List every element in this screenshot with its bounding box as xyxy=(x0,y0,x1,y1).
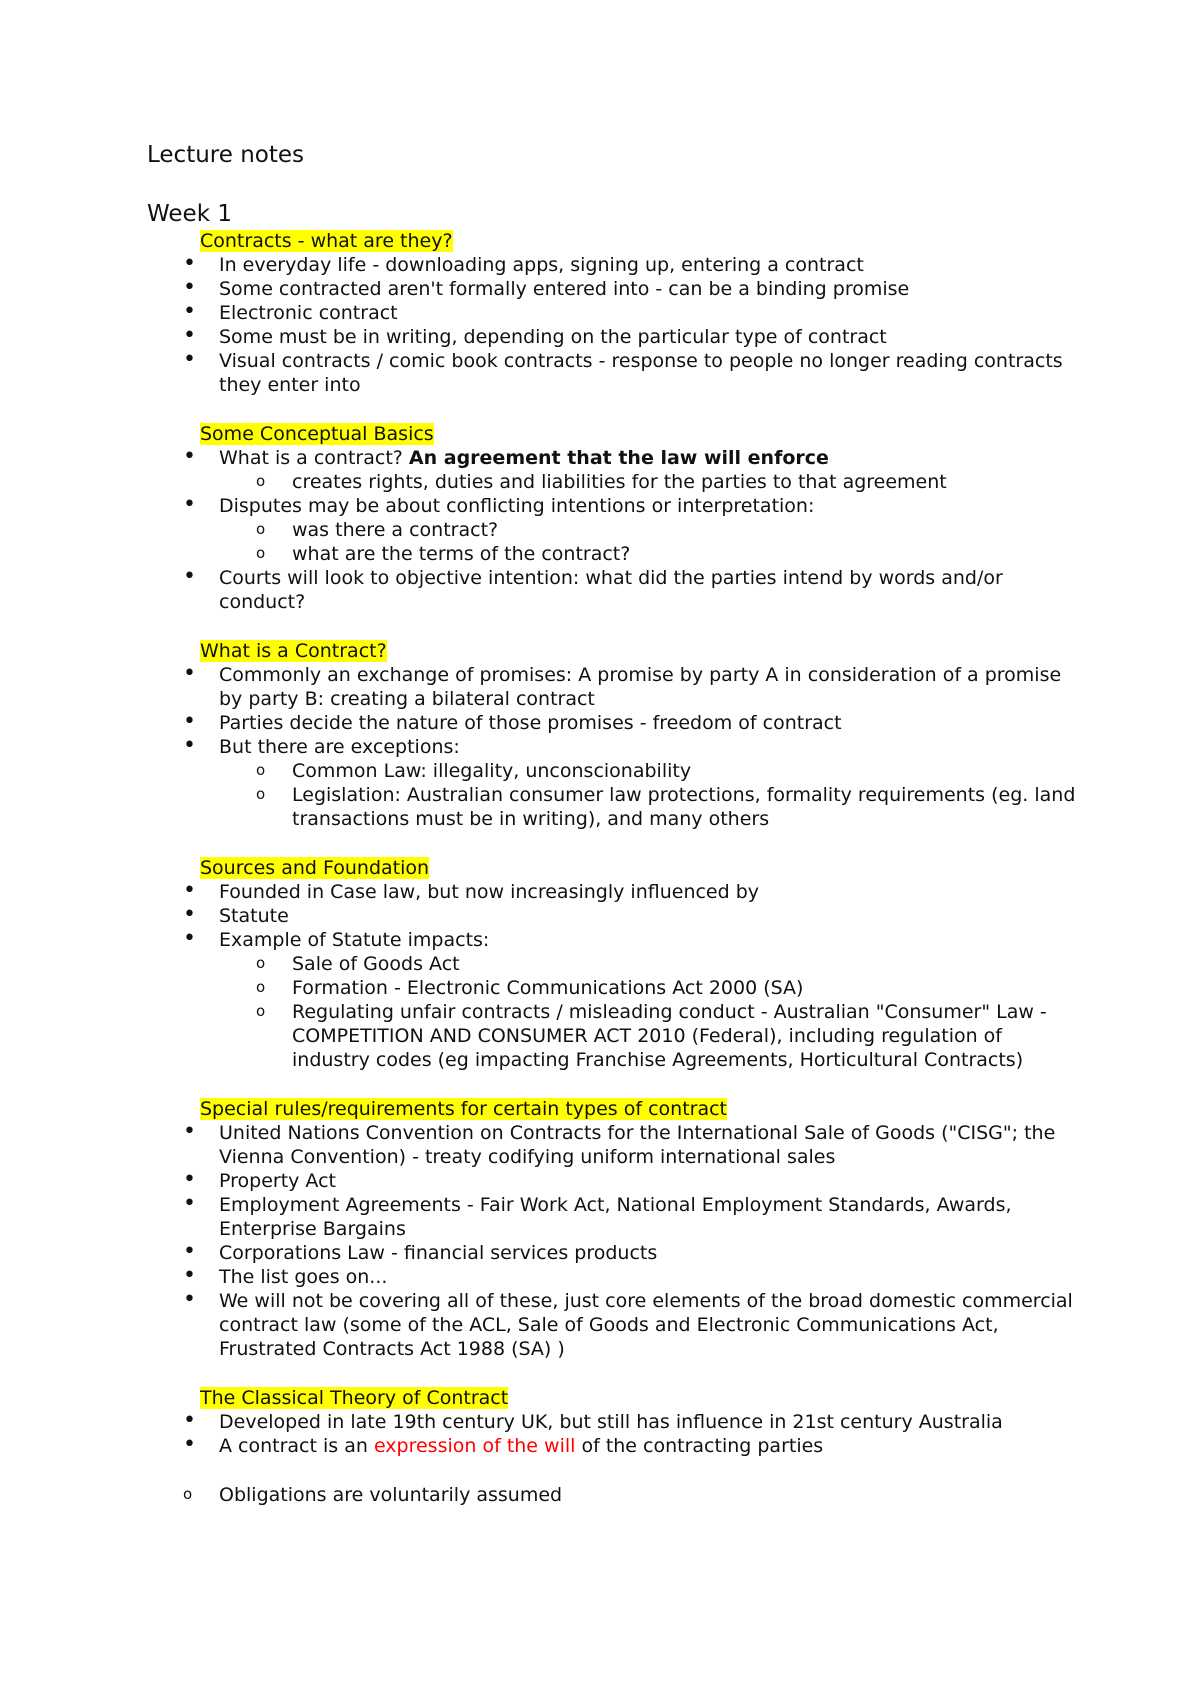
bullet-list xyxy=(0,1121,1200,1361)
notes-section xyxy=(0,1386,1200,1507)
highlighted-heading-text: Some Conceptual Basics xyxy=(200,423,434,445)
document-title: Lecture notes xyxy=(147,142,305,168)
list-item xyxy=(0,325,1200,349)
list-item xyxy=(0,663,1200,711)
bullet-list xyxy=(0,663,1200,831)
highlighted-heading-text: Special rules/requirements for certain types of contract xyxy=(200,1098,728,1120)
list-item-text: The list goes on... xyxy=(219,1266,388,1288)
list-item xyxy=(0,494,1200,566)
bullet-list xyxy=(0,880,1200,1072)
sub-bullet-list xyxy=(219,759,1080,831)
list-item-text: Some contracted aren't formally entered into - can be a binding promise xyxy=(219,278,910,300)
list-item-text-continued: of the contracting parties xyxy=(575,1435,824,1457)
list-item xyxy=(0,1265,1200,1289)
red-emphasis: expression of the will xyxy=(373,1435,576,1457)
list-item xyxy=(0,711,1200,735)
list-item-text: Founded in Case law, but now increasingly influenced by xyxy=(219,881,760,903)
sub-bullet-list xyxy=(219,518,1080,566)
list-item-text: A contract is an xyxy=(219,1435,374,1457)
list-item-text: Statute xyxy=(219,905,289,927)
list-item-text: Courts will look to objective intention: what did the parties intend by words and/or conduct? xyxy=(219,567,1003,613)
list-item xyxy=(0,566,1200,614)
sub-list-item: o Regulating unfair contracts / misleading conduct - Australian "Consumer" Law - COMPETITION AND CONSUMER ACT 2010 (Federal), including regulation of industry codes (eg impacting Franchise Agreements, Horticultural Contracts) xyxy=(0,1000,1080,1072)
highlighted-heading-text: What is a Contract? xyxy=(200,640,387,662)
week-heading: Week 1 xyxy=(147,201,232,227)
sub-bullet-list xyxy=(219,470,1080,494)
sub-bullet-list xyxy=(219,952,1080,1072)
list-item xyxy=(0,277,1200,301)
bold-definition: An agreement that the law will enforce xyxy=(408,447,829,469)
sub-list-item: o what are the terms of the contract? xyxy=(0,542,1080,566)
list-item xyxy=(0,446,1200,494)
section-heading xyxy=(200,1386,1200,1410)
bullet-list xyxy=(0,446,1200,614)
list-item-text: In everyday life - downloading apps, signing up, entering a contract xyxy=(219,254,864,276)
list-item xyxy=(0,1121,1200,1169)
list-item-text: Visual contracts / comic book contracts - response to people no longer reading contracts they enter into xyxy=(219,350,1063,396)
sub-list-item: o Formation - Electronic Communications Act 2000 (SA) xyxy=(0,976,1080,1000)
list-item-text: Property Act xyxy=(219,1170,336,1192)
section-heading xyxy=(200,856,1200,880)
section-heading xyxy=(200,422,1200,446)
notes-section xyxy=(0,422,1200,614)
notes-section xyxy=(0,1097,1200,1361)
highlighted-heading-text: The Classical Theory of Contract xyxy=(200,1387,509,1409)
sub-list-item: o Obligations are voluntarily assumed xyxy=(0,1483,1200,1507)
list-item xyxy=(0,1169,1200,1193)
section-heading xyxy=(200,1097,1200,1121)
notes-content xyxy=(0,229,1200,1532)
list-item xyxy=(0,1193,1200,1241)
list-item-text: We will not be covering all of these, just core elements of the broad domestic commercial contract law (some of the ACL, Sale of Goods and Electronic Communications Act, Frustrated Contracts Act 1988 (SA) ) xyxy=(219,1290,1073,1360)
bullet-list xyxy=(0,1410,1200,1458)
list-item xyxy=(0,1289,1200,1361)
list-item xyxy=(0,928,1200,1072)
list-item-text: Electronic contract xyxy=(219,302,398,324)
list-item-text: Developed in late 19th century UK, but still has influence in 21st century Australia xyxy=(219,1411,1003,1433)
list-item xyxy=(0,301,1200,325)
notes-section xyxy=(0,229,1200,397)
highlighted-heading-text: Contracts - what are they? xyxy=(200,230,453,252)
list-item-text: Corporations Law - financial services products xyxy=(219,1242,658,1264)
list-item-text: Example of Statute impacts: xyxy=(219,929,490,951)
highlighted-heading-text: Sources and Foundation xyxy=(200,857,430,879)
sub-list-item: o Sale of Goods Act xyxy=(0,952,1080,976)
section-heading xyxy=(200,639,1200,663)
bullet-list xyxy=(0,253,1200,397)
section-heading xyxy=(200,229,1200,253)
list-item-text: Parties decide the nature of those promises - freedom of contract xyxy=(219,712,842,734)
sub-list-item: o creates rights, duties and liabilities for the parties to that agreement xyxy=(0,470,1080,494)
list-item-text: But there are exceptions: xyxy=(219,736,460,758)
list-item xyxy=(0,1410,1200,1434)
sub-list-item: o Common Law: illegality, unconscionability xyxy=(0,759,1080,783)
list-item-text: Employment Agreements - Fair Work Act, National Employment Standards, Awards, Enterprise Bargains xyxy=(219,1194,1012,1240)
list-item-text: What is a contract? xyxy=(219,447,409,469)
list-item xyxy=(0,253,1200,277)
list-item xyxy=(0,880,1200,904)
list-item xyxy=(0,1241,1200,1265)
sub-list-item: o Legislation: Australian consumer law protections, formality requirements (eg. land transactions must be in writing), and many others xyxy=(0,783,1080,831)
notes-section xyxy=(0,639,1200,831)
list-item xyxy=(0,735,1200,831)
list-item-text: Disputes may be about conflicting intentions or interpretation: xyxy=(219,495,815,517)
list-item-text: United Nations Convention on Contracts for the International Sale of Goods ("CISG"; the Vienna Convention) - treaty codifying uniform international sales xyxy=(219,1122,1056,1168)
list-item-text: Commonly an exchange of promises: A promise by party A in consideration of a promise by party B: creating a bilateral contract xyxy=(219,664,1062,710)
list-item xyxy=(0,1434,1200,1458)
list-item xyxy=(0,904,1200,928)
notes-section xyxy=(0,856,1200,1072)
list-item-text: Some must be in writing, depending on the particular type of contract xyxy=(219,326,887,348)
list-item xyxy=(0,349,1200,397)
sub-list-item: o was there a contract? xyxy=(0,518,1080,542)
